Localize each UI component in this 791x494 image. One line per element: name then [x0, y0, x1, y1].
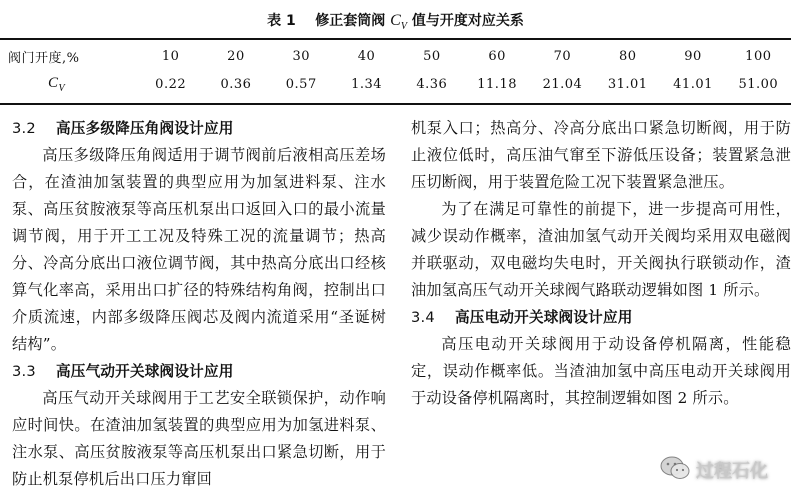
- section-heading-3-3: [12, 358, 386, 385]
- cv-table: [0, 42, 791, 98]
- cv-cell: 31.01: [607, 76, 648, 92]
- cv-cell: 1.34: [351, 76, 383, 92]
- table-bottom-rule: [0, 103, 791, 105]
- opening-cell: 10: [161, 48, 180, 64]
- row-header-opening: 阀门开度,%: [8, 50, 80, 66]
- paragraph-3-3: 高压气动开关球阀用于工艺安全联锁保护，动作响应时间快。在渣油加氢装置的典型应用为加氢进料泵、注水泵、高压贫胺液泵等高压机泵出口紧急切断，用于防止机泵停机后出口压力窜回: [12, 389, 386, 488]
- right-column: [411, 115, 791, 412]
- section-title: 高压电动开关球阀设计应用: [455, 309, 633, 326]
- section-number: 3.4: [411, 309, 435, 326]
- opening-cell: 30: [292, 48, 311, 64]
- cv-cell: 4.36: [416, 76, 448, 92]
- section-heading-3-2: [12, 115, 386, 142]
- table-caption: [0, 10, 791, 32]
- cv-cell: 0.22: [155, 76, 187, 92]
- opening-cell: 90: [684, 48, 702, 64]
- table-top-rule: [0, 38, 791, 40]
- section-title: 高压多级降压角阀设计应用: [56, 120, 234, 137]
- watermark-text: 过程石化: [696, 461, 768, 482]
- section-number: 3.3: [12, 363, 36, 380]
- paragraph-3-2: 高压多级降压角阀适用于调节阀前后液相高压差场合，在渣油加氢装置的典型应用为加氢进料泵、注水泵、高压贫胺液泵等高压机泵出口返回入口的最小流量调节阀，用于开工工况及特殊工况的流量调节；热高分、冷高分底出口液位调节阀，其中热高分底出口经核算气化率高，采用出口扩径的特殊结构角阀，控制出口介质流速，内部多级降压阀芯及阀内流道采用“圣诞树结构”。: [12, 146, 386, 353]
- cv-cell: 51.00: [738, 76, 779, 92]
- wechat-icon: [660, 455, 690, 486]
- table-caption-post: 值与开度对应关系: [411, 13, 524, 29]
- opening-cell: 40: [357, 48, 376, 64]
- opening-cell: 60: [488, 48, 506, 64]
- section-title: 高压气动开关球阀设计应用: [56, 363, 234, 380]
- left-column: [12, 115, 386, 493]
- paragraph-3-4: 高压电动开关球阀用于动设备停机隔离，性能稳定，误动作概率低。当渣油加氢中高压电动开关球阀用于动设备停机隔离时，其控制逻辑如图 2 所示。: [411, 335, 791, 407]
- paragraph-3-3-continued: 机泵入口；热高分、冷高分底出口紧急切断阀，用于防止液位低时，高压油气窜至下游低压设备；装置紧急泄压切断阀，用于装置危险工况下装置紧急泄压。: [411, 119, 791, 191]
- cv-cell: 0.57: [285, 76, 317, 92]
- opening-cell: 50: [423, 48, 441, 64]
- table-caption-prefix: 表 1: [267, 13, 296, 29]
- cv-cell: 21.04: [542, 76, 583, 92]
- table-caption-pre: 修正套筒阀: [315, 13, 386, 29]
- row-header-cv: $C_V$: [48, 74, 66, 94]
- section-number: 3.2: [12, 120, 36, 137]
- cv-cell: 11.18: [477, 76, 517, 92]
- watermark: [660, 452, 786, 488]
- opening-cell: 100: [745, 48, 772, 64]
- paragraph-3-3-second: 为了在满足可靠性的前提下，进一步提高可用性，减少误动作概率，渣油加氢气动开关阀均采用双电磁阀并联驱动，双电磁均失电时，开关阀执行联锁动作，渣油加氢高压气动开关球阀气路联动逻辑如图 1 所示。: [411, 200, 791, 299]
- cv-cell: 0.36: [220, 76, 252, 92]
- opening-cell: 70: [553, 48, 572, 64]
- opening-cell: 20: [227, 48, 245, 64]
- cv-cell: 41.01: [673, 76, 713, 92]
- section-heading-3-4: [411, 304, 791, 331]
- table-caption-cv: $C_V$: [390, 12, 407, 33]
- opening-cell: 80: [618, 48, 637, 64]
- table-row-cv: [0, 70, 791, 98]
- table-row-opening: [0, 42, 791, 70]
